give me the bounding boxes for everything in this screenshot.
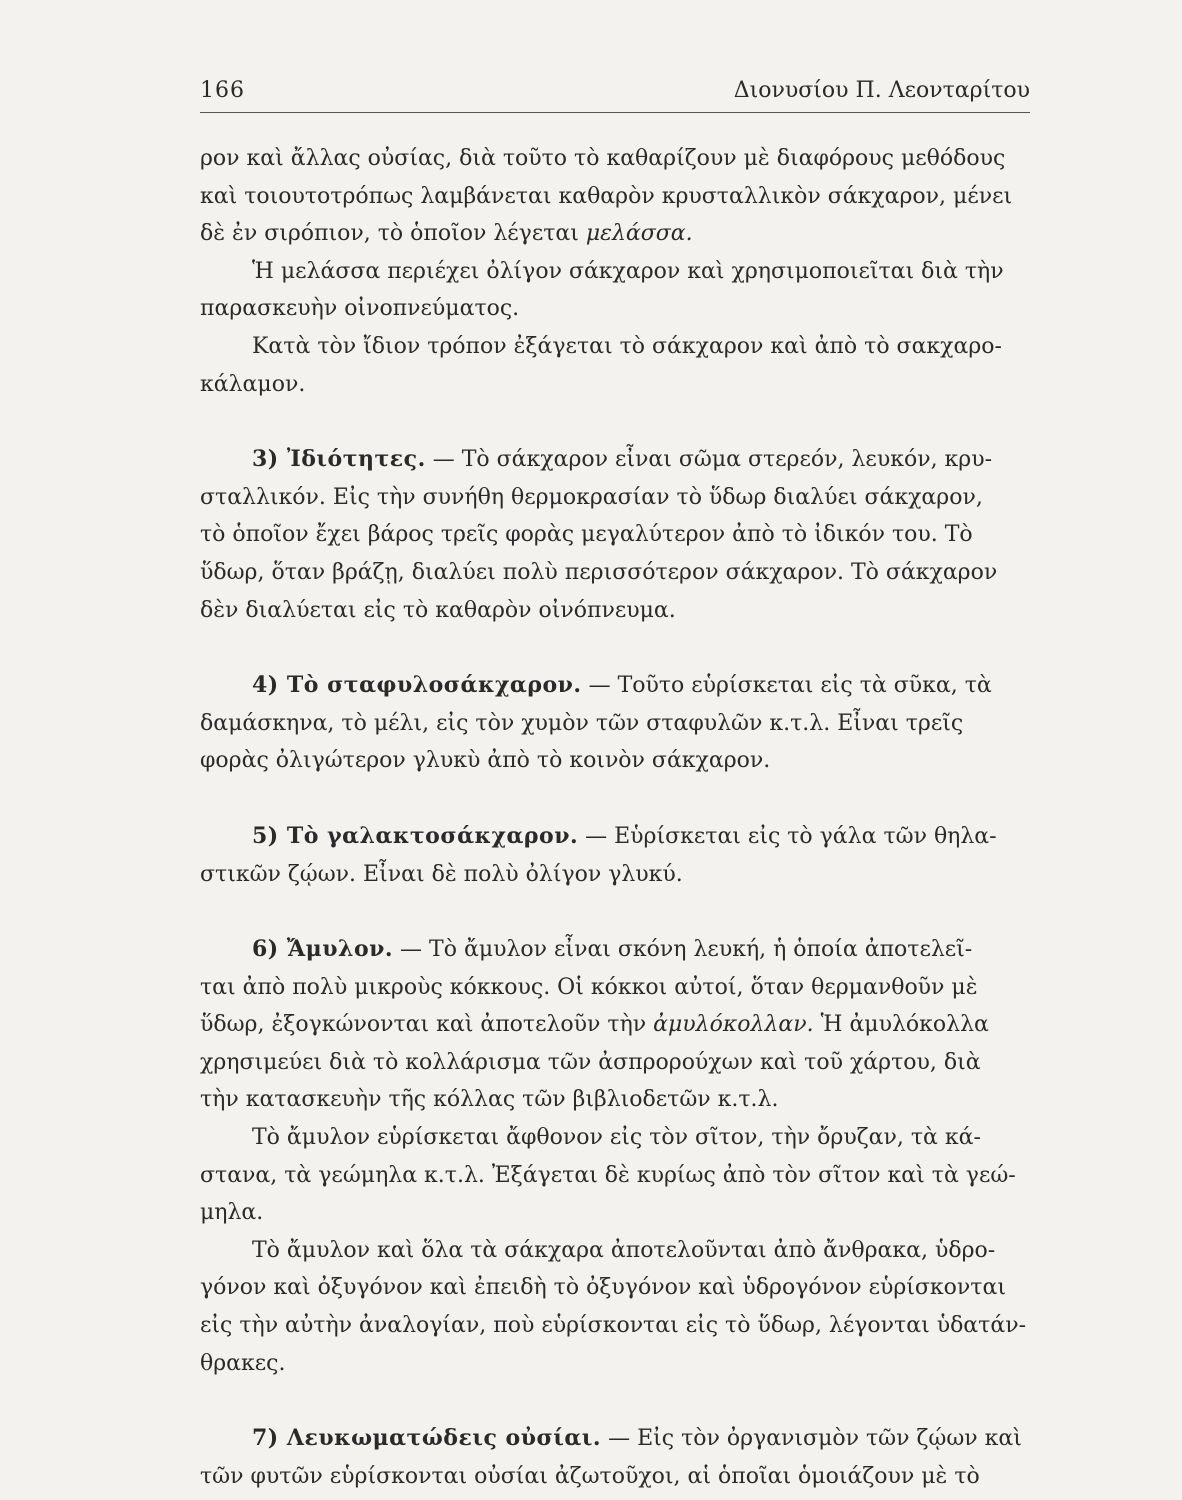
section-heading: 5) Τὸ γαλακτοσάκχαρον. (252, 822, 579, 849)
text-line: χρησιμεύει διὰ τὸ κολλάρισμα τῶν ἀσπρορούχων καὶ τοῦ χάρτου, διὰ (200, 1049, 981, 1075)
text-line: δαμάσκηνα, τὸ μέλι, εἰς τὸν χυμὸν τῶν σταφυλῶν κ.τ.λ. Εἶναι τρεῖς (200, 710, 964, 736)
page-number: 166 (200, 78, 245, 103)
text-line (200, 1006, 1030, 1044)
text-line: ρον καὶ ἄλλας οὐσίας, διὰ τοῦτο τὸ καθαρίζουν μὲ διαφόρους μεθόδους (200, 146, 1006, 171)
section-gap (200, 629, 1030, 667)
text-line (200, 931, 1030, 969)
section-gap (200, 1382, 1030, 1420)
section-gap (200, 893, 1030, 931)
paragraph-refining (200, 140, 1030, 403)
text-line: γόνον καὶ ὀξυγόνον καὶ ἐπειδὴ τὸ ὀξυγόνον καὶ ὑδρογόνον εὑρίσκονται (200, 1275, 1006, 1301)
text-line: στανα, τὰ γεώμηλα κ.τ.λ. Ἐξάγεται δὲ κυρίως ἀπὸ τὸν σῖτον καὶ τὰ γεώ- (200, 1162, 1016, 1188)
text-segment: ὕδωρ, ἐξογκώνονται καὶ ἀποτελοῦν τὴν (200, 1012, 654, 1038)
text-line: Κατὰ τὸν ἴδιον τρόπον ἐξάγεται τὸ σάκχαρον καὶ ἀπὸ τὸ σακχαρο- (252, 333, 1002, 359)
text-line: ὕδωρ, ὅταν βράζῃ, διαλύει πολὺ περισσότερον σάκχαρον. Τὸ σάκχαρον (200, 559, 998, 585)
text-line: Τὸ ἄμυλον εὑρίσκεται ἄφθονον εἰς τὸν σῖτον, τὴν ὄρυζαν, τὰ κά- (252, 1125, 981, 1151)
section-heading: 4) Τὸ σταφυλοσάκχαρον. (252, 672, 582, 699)
text-line (200, 215, 1030, 253)
text-segment: — Τὸ ἄμυλον εἶναι σκόνη λευκή, ἡ ὁποία ἀποτελεῖ- (393, 937, 973, 963)
running-head: Διονυσίου Π. Λεονταρίτου (733, 78, 1030, 103)
text-line: θρακες. (200, 1350, 286, 1376)
term-amylokolla: ἀμυλόκολλαν. (653, 1012, 814, 1038)
text-line (200, 441, 1030, 479)
section-albuminous (200, 1420, 1030, 1495)
text-line: μηλα. (200, 1200, 264, 1226)
text-line (200, 667, 1030, 705)
section-heading: 6) Ἄμυλον. (252, 936, 394, 963)
text-line (200, 818, 1030, 856)
text-line: Ἡ μελάσσα περιέχει ὀλίγον σάκχαρον καὶ χρησιμοποιεῖται διὰ τὴν (252, 258, 1004, 284)
text-segment: δὲ ἐν σιρόπιον, τὸ ὁποῖον λέγεται (200, 221, 586, 247)
section-grape-sugar (200, 667, 1030, 780)
text-line: τῶν φυτῶν εὑρίσκονται οὐσίαι ἀζωτοῦχοι, αἱ ὁποῖαι ὁμοιάζουν μὲ τὸ (200, 1463, 980, 1489)
text-line: τὸ ὁποῖον ἔχει βάρος τρεῖς φορὰς μεγαλύτερον ἀπὸ τὸ ἰδικόν του. Τὸ (200, 522, 973, 548)
section-starch (200, 931, 1030, 1382)
text-segment: — Εὑρίσκεται εἰς τὸ γάλα τῶν θηλα- (578, 823, 997, 849)
section-gap (200, 780, 1030, 818)
term-melassa: μελάσσα. (585, 221, 693, 247)
text-segment: — Τοῦτο εὑρίσκεται εἰς τὰ σῦκα, τὰ (581, 673, 992, 699)
text-line: κάλαμον. (200, 371, 306, 397)
text-segment: — Τὸ σάκχαρον εἶναι σῶμα στερεόν, λευκόν, κρυ- (425, 447, 993, 473)
section-heading: 3) Ἰδιότητες. (252, 446, 426, 473)
section-milk-sugar (200, 818, 1030, 893)
text-line: δὲν διαλύεται εἰς τὸ καθαρὸν οἰνόπνευμα. (200, 597, 676, 623)
section-gap (200, 403, 1030, 441)
text-segment: — Εἰς τὸν ὀργανισμὸν τῶν ζῴων καὶ (601, 1426, 1022, 1452)
section-heading: 7) Λευκωματώδεις οὐσίαι. (252, 1425, 602, 1452)
text-segment: Ἡ ἀμυλόκολλα (813, 1012, 989, 1038)
text-line: φορὰς ὀλιγώτερον γλυκὺ ἀπὸ τὸ κοινὸν σάκχαρον. (200, 748, 771, 774)
text-line: ται ἀπὸ πολὺ μικροὺς κόκκους. Οἱ κόκκοι αὐτοί, ὅταν θερμανθοῦν μὲ (200, 974, 978, 1000)
text-line: καὶ τοιουτοτρόπως λαμβάνεται καθαρὸν κρυσταλλικὸν σάκχαρον, μένει (200, 183, 1013, 209)
text-line (200, 1420, 1030, 1458)
section-properties (200, 441, 1030, 629)
text-line: εἰς τὴν αὐτὴν ἀναλογίαν, ποὺ εὑρίσκονται εἰς τὸ ὕδωρ, λέγονται ὑδατάν- (200, 1313, 1026, 1339)
page-body (200, 140, 1030, 1495)
text-line: τὴν κατασκευὴν τῆς κόλλας τῶν βιβλιοδετῶν κ.τ.λ. (200, 1087, 779, 1113)
text-line: παρασκευὴν οἰνοπνεύματος. (200, 296, 520, 322)
page-header (200, 78, 1030, 113)
text-line: σταλλικόν. Εἰς τὴν συνήθη θερμοκρασίαν τὸ ὕδωρ διαλύει σάκχαρον, (200, 484, 983, 510)
text-line: στικῶν ζῴων. Εἶναι δὲ πολὺ ὀλίγον γλυκύ. (200, 861, 683, 887)
text-line: Τὸ ἄμυλον καὶ ὅλα τὰ σάκχαρα ἀποτελοῦνται ἀπὸ ἄνθρακα, ὑδρο- (252, 1237, 996, 1263)
